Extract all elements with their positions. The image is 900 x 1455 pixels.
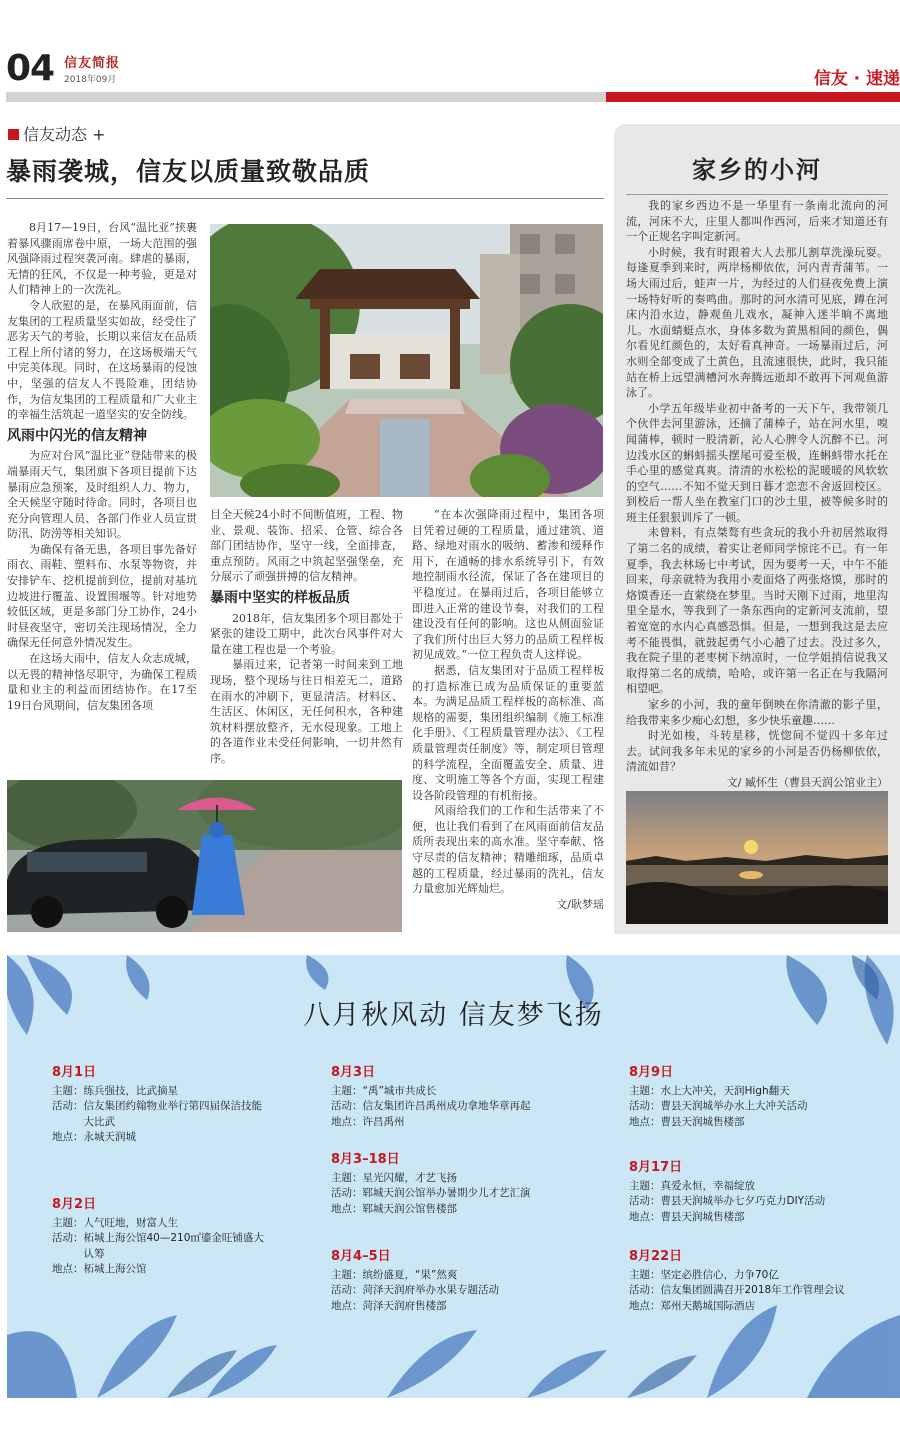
paragraph: 未曾料，有点桀骜有些贪玩的我小升初居然取得了第二名的成绩，着实让老师同学惊诧不已。有一年夏季，我去林场七中考试，因为要考一天，中午不能回来，母亲就特为我用小麦面烙了两张烙馍，那时的烙馍香还一直萦绕在梦里。当时天刚下过雨，地里沟里全是水，等我到了一条东西向的定新河支流前，望着宽宽的水内心真感恐惧。但是，一想到我这是去应考不能畏惧，就鼓起勇气小心趟了过去。没过多久，我在院子里的老枣树下纳凉时，一位学姐捎信说我又取得第二名的成绩，哈哈，或许第一名正在与我隔河相望吧。	[626, 526, 888, 696]
paragraph: “在本次强降雨过程中，集团各项目凭着过硬的工程质量，通过建筑、道路、绿地对雨水的吸纳、蓄渗和缓释作用下，在通畅的排水系统导引下，有效地控制雨水径流，保证了各在建项目的平稳度过。在暴雨过后，各项目能够立即进入正常的建设节奏，对我们的工程建设没有任何的影响。这也从侧面验证了我们所付出巨大努力的品质工程样板初见成效。”一位工程负责人这样说。	[412, 508, 604, 662]
paragraph: 据悉，信友集团对于品质工程样板的打造标准已成为品质保证的重要蓝本。为满足品质工程样板的高标准、高规格的需要，集团组织编制《施工标准化手册》、《工程质量管理办法》、《工程质量管理责任制度》等，制定项目管理的科学流程，全面覆盖安全、质量、进度、文明施工等各个方面，实现工程建设各阶段管理的有机衔接。	[412, 663, 604, 802]
section-brand: 信友 · 速递	[813, 69, 900, 89]
square-bullet-icon	[8, 129, 19, 140]
paragraph: 2018年，信友集团多个项目都处于紧张的建设工期中，此次台风事件对大量在建工程也是一个考验。	[210, 611, 403, 656]
event-activity: 曹县天润城举办七夕巧克力DIY活动	[660, 1195, 826, 1207]
event-date: 8月1日	[52, 1065, 97, 1080]
event-theme: 真爱永恒，幸福绽放	[660, 1179, 755, 1192]
page-number: 04	[6, 48, 55, 89]
event-place: 郑州天鹅城国际酒店	[660, 1299, 755, 1312]
event-date: 8月3–18日	[331, 1152, 400, 1167]
event-item: 8月3–18日 主题： 星光闪耀，才艺飞扬 活动： 郓城天润公馆举办暑期少儿才艺汇演 地点： 郓城天润公馆售楼部	[331, 1152, 591, 1217]
rain-inspection-photo	[7, 780, 402, 932]
event-item: 8月2日 主题： 人气旺地，财富人生 活动： 柘城上海公馆40—210㎡鎏金旺铺盛大认筹 地点： 柘城上海公馆	[52, 1197, 267, 1278]
event-theme: “禹”城市共成长	[362, 1084, 437, 1097]
article-column-3	[412, 507, 604, 912]
event-item: 8月9日 主题： 水上大冲关，天润High翻天 活动： 曹县天润城举办水上大冲关活动 地点： 曹县天润城售楼部	[629, 1065, 889, 1130]
section-tag: 信友动态 +	[8, 122, 106, 145]
subheading: 暴雨中坚实的样板品质	[210, 589, 350, 606]
issue-date: 2018年09月	[64, 75, 117, 85]
paragraph: 令人欣慰的是，在暴风雨面前，信友集团的工程质量坚实如故，经受住了恶劣天气的考验，长期以来信友在品质工程上所付诸的努力，在这场极端天气中完美体现。同时，在这场暴雨的侵蚀中，坚强的信友人不畏险难，团结协作，为信友集团的工程质量和广大业主的幸福生活筑起一道坚实的安全防线。	[7, 298, 197, 422]
event-activity: 信友集团圆满召开2018年工作管理会议	[660, 1284, 845, 1296]
event-item: 8月3日 主题： “禹”城市共成长 活动： 信友集团许昌禹州成功拿地华章再起 地点： 许昌禹州	[331, 1065, 591, 1130]
event-place: 菏泽天润府售楼部	[362, 1299, 447, 1312]
event-theme: 缤纷盛夏，“果”然爽	[362, 1268, 458, 1281]
event-place: 郓城天润公馆售楼部	[362, 1202, 457, 1215]
event-activity: 信友集团许昌禹州成功拿地华章再起	[362, 1100, 531, 1112]
header-bar-red	[606, 92, 900, 102]
paragraph: 小学五年级毕业初中备考的一天下午，我带领几个伙伴去河里游泳，还摘了蒲棒子，站在河水里，嗅闻蒲棒，顿时一股清新，沁人心脾令人沉醉不已。河边浅水区的蝌蚪摇头摆尾可爱至极，连蝌蚪带水托在手心里的感觉真爽。清清的水松松的泥暖暖的风软软的空气……不知不觉天到日暮才恋恋不舍返回校区。到校后一帮人坐在教室门口的沙土里，被等候多时的班主任狠狠训斥了一顿。	[626, 401, 888, 524]
event-activity: 菏泽天润府举办水果专题活动	[362, 1284, 499, 1296]
newsletter-logo: 信友简报	[64, 56, 121, 71]
event-place: 柘城上海公馆	[83, 1263, 147, 1275]
event-place: 曹县天润城售楼部	[660, 1210, 745, 1223]
paragraph: 时光如梭，斗转星移，恍惚间不觉四十多年过去。试问我多年未见的家乡的小河是否仍杨柳依依，清流如昔？	[626, 729, 888, 774]
event-date: 8月4–5日	[331, 1249, 391, 1264]
subheading: 风雨中闪光的信友精神	[7, 427, 147, 444]
event-date: 8月17日	[629, 1160, 683, 1175]
event-theme: 水上大冲关，天润High翻天	[660, 1084, 790, 1097]
garden-pavilion-photo	[210, 224, 603, 497]
event-date: 8月3日	[331, 1065, 376, 1080]
event-activity: 信友集团约翰物业举行第四届保洁技能大比武	[83, 1100, 262, 1128]
event-theme: 坚定必胜信心，力争70亿	[660, 1268, 779, 1281]
event-item: 8月1日 主题： 练兵强技，比武摘星 活动： 信友集团约翰物业举行第四届保洁技能大比武 地点： 永城天润城	[52, 1065, 267, 1146]
paragraph: 小时候，我有时跟着大人去那儿割草洗澡玩耍。每逢夏季到来时，两岸杨柳依依，河内青青蒲苇。一场大雨过后，蛙声一片，为经过的人们昼夜免费上演一场特好听的奏鸣曲。那时的河水清可见底，蹲在河床内沿水边，静观鱼儿戏水，凝神入迷半晌不离地儿。水面蜻蜓点水，身体多数为黄黑相间的颜色，偶尔看见红颜色的，太好看真神奇。一场暴雨过后，河水则全部变成了土黄色，且流速很快，此时，我只能站在桥上远望满槽河水奔腾远逝却不敢再下河观鱼游泳了。	[626, 245, 888, 400]
event-activity: 柘城上海公馆40—210㎡鎏金旺铺盛大认筹	[83, 1232, 264, 1260]
paragraph: 在这场大雨中，信友人众志成城，以无畏的精神恪尽职守，为确保工程质量和业主的利益而团结协作。在17至19日台风期间，信友集团各项	[7, 652, 197, 712]
paragraph: 我的家乡西边不是一华里有一条南北流向的河流，河床不大，庄里人都叫作西河，后来才知道还有一个正规名字叫定新河。	[626, 199, 888, 244]
paragraph: 为应对台风“温比亚”登陆带来的极端暴雨天气，集团旗下各项目提前下达暴雨应急预案，及时组织人力、物力，全天候坚守随时待命。同时，各项目也充分向管理人员、各部门作业人员宣贯防汛、防涝等相关知识。	[7, 449, 197, 541]
river-sunset-photo	[626, 791, 888, 924]
essay-body	[626, 198, 888, 791]
event-date: 8月9日	[629, 1065, 674, 1080]
paragraph: 风雨给我们的工作和生活带来了不便，也让我们看到了在风雨面前信友品质所表现出来的高水准。坚守奉献、恪守尽责的信友精神；精雕细琢，品质卓越的工程质量，经过暴雨的洗礼，信友力量愈加光辉灿烂。	[412, 804, 604, 896]
paragraph: 为确保有备无患，各项目事先备好雨衣、雨鞋、塑料布、水泵等物资，并安排铲车、挖机提前到位，提前对基坑边坡进行覆盖、设置围堰等。针对地势较低区域，更是多部门分工协作，24小时昼夜坚守，密切关注现场情况，全力确保无任何意外情况发生。	[7, 542, 197, 650]
event-theme: 星光闪耀，才艺飞扬	[362, 1171, 457, 1184]
essay-signature: 文/ 臧怀生（曹县天润公馆业主）	[726, 775, 888, 789]
event-date: 8月22日	[629, 1249, 683, 1264]
event-theme: 练兵强技，比武摘星	[83, 1084, 178, 1097]
event-theme: 人气旺地，财富人生	[83, 1216, 178, 1229]
essay-divider	[626, 194, 888, 195]
event-activity: 郓城天润公馆举办暑期少儿才艺汇演	[362, 1187, 531, 1199]
event-place: 曹县天润城售楼部	[660, 1115, 745, 1128]
article-column-1	[7, 220, 197, 713]
events-section	[7, 955, 900, 1398]
event-item: 8月22日 主题： 坚定必胜信心，力争70亿 活动： 信友集团圆满召开2018年工作管理会议 地点： 郑州天鹅城国际酒店	[629, 1249, 889, 1314]
article-column-2	[210, 507, 403, 767]
event-date: 8月2日	[52, 1197, 97, 1212]
essay-title: 家乡的小河	[692, 156, 822, 184]
paragraph: 家乡的小河，我的童年倒映在你清澈的影子里，给我带来多少痴心幻想，多少快乐童趣……	[626, 698, 888, 727]
article-headline: 暴雨袭城，信友以质量致敬品质	[6, 157, 371, 186]
headline-divider	[6, 198, 604, 199]
event-item: 8月17日 主题： 真爱永恒，幸福绽放 活动： 曹县天润城举办七夕巧克力DIY活动 地点： 曹县天润城售楼部	[629, 1160, 889, 1225]
paragraph: 目全天候24小时不间断值班，工程、物业、景观、装饰、招采、仓管、综合各部门团结协作，坚守一线，全面排查，重点预防。风雨之中筑起坚强堡垒，充分展示了顽强拼搏的信友精神。	[210, 508, 403, 584]
header-bar-gray	[6, 92, 606, 102]
event-place: 永城天润城	[83, 1131, 136, 1143]
events-title: 八月秋风动 信友梦飞扬	[303, 1000, 604, 1031]
article-signature: 文/耿梦瑶	[556, 897, 604, 911]
event-activity: 曹县天润城举办水上大冲关活动	[660, 1100, 808, 1112]
paragraph: 暴雨过来，记者第一时间来到工地现场，整个现场与往日相差无二，道路在雨水的冲刷下，更显清洁。材料区、生活区、休闲区，无任何积水，各种建筑材料摆放整齐，无水侵现象。工地上的各道作业未受任何影响，一切井然有序。	[210, 658, 403, 765]
event-item: 8月4–5日 主题： 缤纷盛夏，“果”然爽 活动： 菏泽天润府举办水果专题活动 地点： 菏泽天润府售楼部	[331, 1249, 591, 1314]
event-place: 许昌禹州	[362, 1115, 405, 1128]
paragraph: 8月17—19日，台风“温比亚”挟裹着暴风骤雨席卷中原，一场大范围的强风强降雨过程突袭河南。肆虐的暴雨，无情的狂风，不仅是一种考验，更是对人们精神上的一次洗礼。	[7, 221, 197, 297]
